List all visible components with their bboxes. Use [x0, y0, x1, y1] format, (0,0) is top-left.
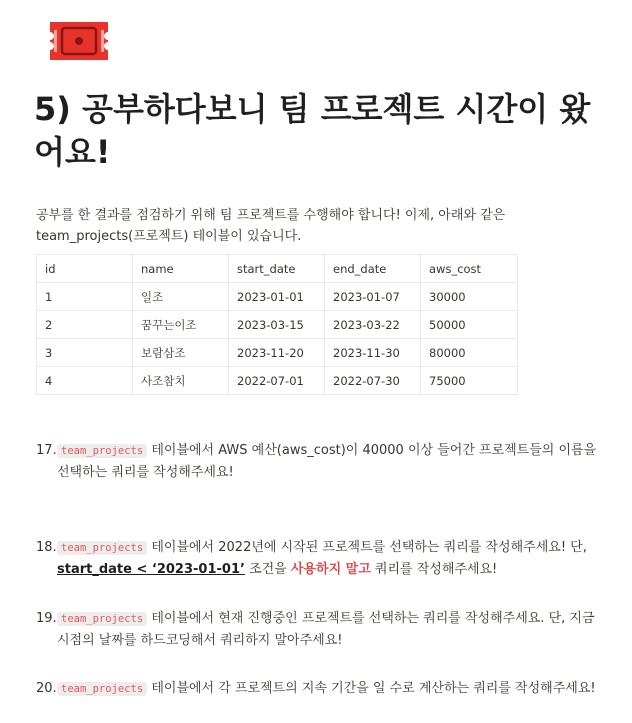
question-text: 테이블에서 2022년에 시작된 프로젝트를 선택하는 쿼리를 작성해주세요! 단,	[151, 540, 587, 555]
table-cell: 2022-07-30	[325, 367, 421, 395]
table-cell: 1	[37, 283, 133, 311]
table-row	[37, 311, 518, 339]
table-cell: 2	[37, 311, 133, 339]
table-row	[37, 283, 518, 311]
emphasis-text: 사용하지 말고	[290, 562, 371, 577]
table-cell: 꿈꾸는이조	[133, 311, 229, 339]
team-projects-table	[36, 254, 518, 395]
intro-text: 공부를 한 결과를 점검하기 위해 팀 프로젝트를 수행해야 합니다! 이제, 아래와 같은 team_projects(프로젝트) 테이블이 있습니다.	[36, 208, 506, 244]
header-cell: aws_cost	[421, 255, 518, 283]
inline-code: team_projects	[57, 612, 147, 626]
question-text: 테이블에서 현재 진행중인 프로젝트를 선택하는 쿼리를 작성해주세요. 단, 지금 시점의 날짜를 하드코딩해서 쿼리하지 말아주세요!	[57, 611, 595, 648]
inline-code: team_projects	[57, 444, 147, 458]
table-cell: 50000	[421, 311, 518, 339]
table-cell: 사조참치	[133, 367, 229, 395]
table-cell: 2023-03-15	[229, 311, 325, 339]
question-text-tail: 쿼리를 작성해주세요!	[370, 562, 498, 577]
table-cell: 2023-01-01	[229, 283, 325, 311]
table-header-row	[37, 255, 518, 283]
question-17	[36, 440, 602, 483]
table-cell: 일조	[133, 283, 229, 311]
table-cell: 3	[37, 339, 133, 367]
question-number: 18.	[36, 540, 57, 555]
inline-code: team_projects	[57, 682, 147, 696]
table-cell: 보람삼조	[133, 339, 229, 367]
question-number: 17.	[36, 443, 57, 458]
table-cell: 2023-01-07	[325, 283, 421, 311]
header-cell: id	[37, 255, 133, 283]
question-number: 20.	[36, 681, 57, 696]
table-row	[37, 339, 518, 367]
table-cell: 75000	[421, 367, 518, 395]
ticket-icon	[46, 18, 112, 64]
table-cell: 2023-11-20	[229, 339, 325, 367]
inline-code: team_projects	[57, 541, 147, 555]
question-18	[36, 537, 602, 580]
header-cell: name	[133, 255, 229, 283]
question-19	[36, 608, 602, 651]
question-text: 테이블에서 AWS 예산(aws_cost)이 40000 이상 들어간 프로젝트들의 이름을 선택하는 쿼리를 작성해주세요!	[57, 443, 597, 480]
question-text: 테이블에서 각 프로젝트의 지속 기간을 일 수로 계산하는 쿼리를 작성해주세요!	[151, 681, 596, 696]
header-cell: end_date	[325, 255, 421, 283]
table-cell: 30000	[421, 283, 518, 311]
page-title: 5) 공부하다보니 팀 프로젝트 시간이 왔어요!	[34, 90, 591, 171]
condition-text: start_date < ‘2023-01-01’	[57, 562, 245, 577]
table-row	[37, 367, 518, 395]
table-cell: 2022-07-01	[229, 367, 325, 395]
question-text-mid: 조건을	[244, 562, 291, 577]
header-cell: start_date	[229, 255, 325, 283]
table-cell: 4	[37, 367, 133, 395]
table-cell: 2023-11-30	[325, 339, 421, 367]
question-20	[36, 678, 602, 700]
table-cell: 2023-03-22	[325, 311, 421, 339]
table-cell: 80000	[421, 339, 518, 367]
question-number: 19.	[36, 611, 57, 626]
